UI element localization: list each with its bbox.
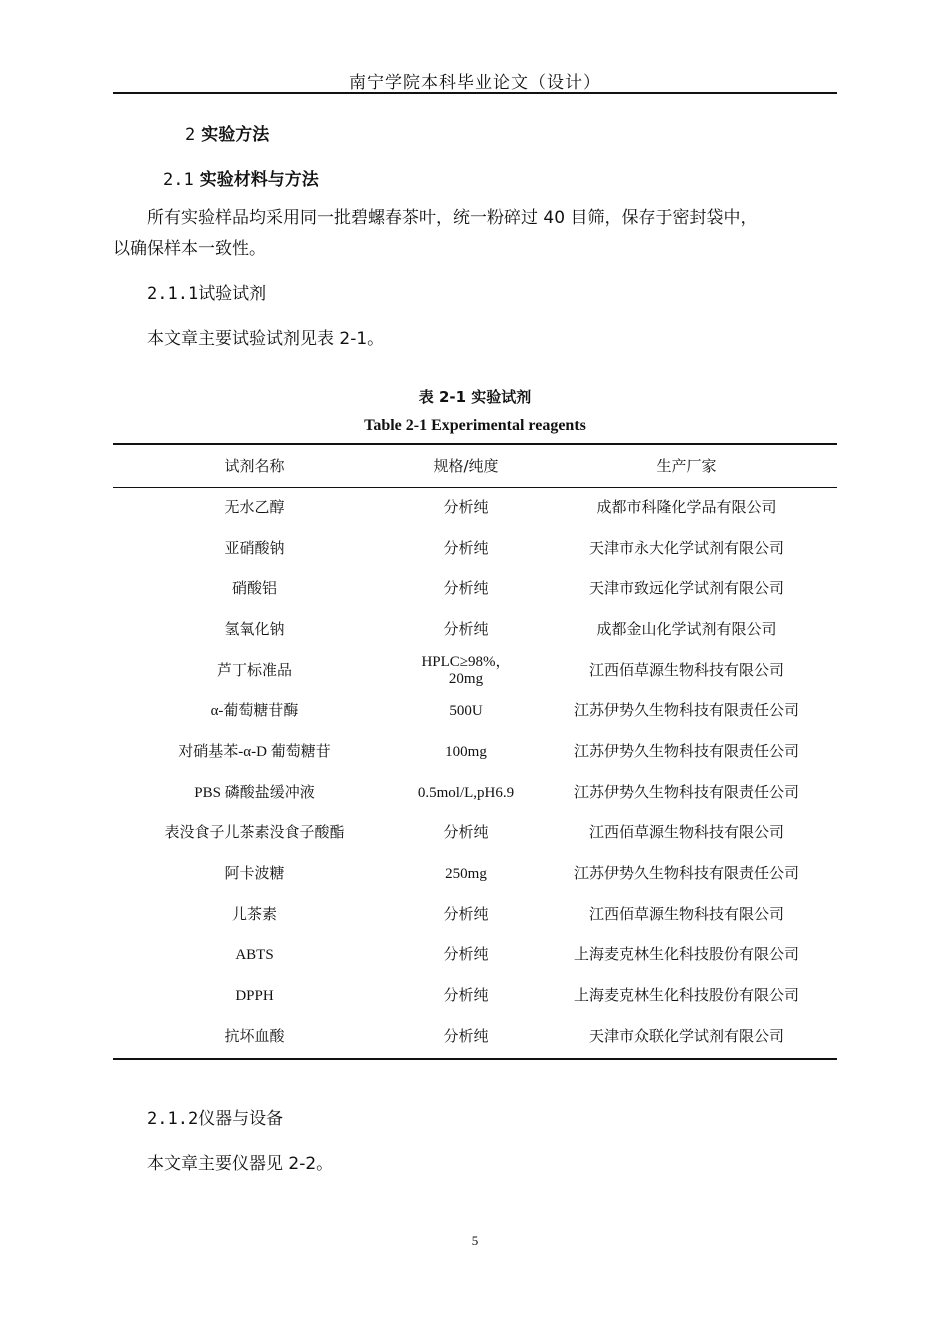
- table-cell: [113, 976, 396, 1017]
- table-row: [113, 976, 837, 1017]
- table-row: [113, 814, 837, 855]
- table-cell-text: 天津市永大化学试剂有限公司: [588, 540, 784, 557]
- table-row: [113, 610, 837, 651]
- table-cell: [536, 569, 837, 610]
- table-cell-text: 250mg: [445, 866, 487, 883]
- table-cell: [113, 936, 396, 977]
- table-cell: [536, 854, 837, 895]
- page-number: 5: [471, 1233, 479, 1248]
- table-cell: [113, 773, 396, 814]
- table-cell: [536, 691, 837, 732]
- column-header: 生产厂家: [536, 444, 837, 488]
- subsubsection-heading: [147, 279, 266, 310]
- table-cell: [396, 651, 536, 692]
- table-row: [113, 1017, 837, 1059]
- table-cell-text: 江苏伊势久生物科技有限责任公司: [573, 703, 799, 720]
- table-cell-text: 上海麦克林生化科技股份有限公司: [573, 947, 799, 964]
- table-cell: [396, 569, 536, 610]
- table-cell-text: 分析纯: [443, 621, 489, 638]
- table-cell: [113, 895, 396, 936]
- table-cell-text: 天津市致远化学试剂有限公司: [588, 581, 784, 598]
- table-cell-text: 抗坏血酸: [224, 1028, 285, 1045]
- table-row: [113, 691, 837, 732]
- table-cell-text: 100mg: [445, 743, 487, 760]
- table-cell-text: 分析纯: [443, 1028, 489, 1045]
- table-cell-text: 0.5mol/L,pH6.9: [417, 784, 515, 801]
- table-cell-text: 500U: [449, 703, 483, 720]
- section-heading: [185, 120, 269, 145]
- table-cell: [536, 610, 837, 651]
- table-cell: [536, 814, 837, 855]
- table-cell: [396, 1017, 536, 1059]
- table-cell-text: α-葡萄糖苷酶: [210, 703, 299, 720]
- subsubsection-heading: [147, 1104, 283, 1135]
- table-cell-text: 分析纯: [443, 499, 489, 516]
- table-cell-text: 分析纯: [443, 581, 489, 598]
- table-cell: [396, 936, 536, 977]
- subsection-title: 实验材料与方法: [199, 170, 319, 190]
- table-cell: [536, 895, 837, 936]
- table-cell-text: 硝酸铝: [231, 581, 277, 598]
- table-cell-text: 江苏伊势久生物科技有限责任公司: [573, 743, 799, 760]
- table-cell-text: 分析纯: [443, 988, 489, 1005]
- subsection-number: 2.1: [163, 170, 194, 190]
- table-cell-text: 江西佰草源生物科技有限公司: [588, 906, 784, 923]
- table-cell: [536, 976, 837, 1017]
- table-cell: [113, 651, 396, 692]
- subsubsection-number: 2.1.2: [147, 1109, 199, 1129]
- table-row: [113, 895, 837, 936]
- table-cell: [536, 773, 837, 814]
- table-row: [113, 936, 837, 977]
- paragraph: 本文章主要仪器见 2-2。: [147, 1154, 334, 1174]
- table-row: [113, 773, 837, 814]
- table-cell: [113, 814, 396, 855]
- table-header-row: [113, 444, 837, 488]
- subsubsection-title: 仪器与设备: [198, 1109, 284, 1129]
- table-cell-text: 江苏伊势久生物科技有限责任公司: [573, 866, 799, 883]
- table-cell-text: 对硝基苯-α-D 葡萄糖苷: [178, 743, 331, 760]
- table-cell-text: 江西佰草源生物科技有限公司: [588, 825, 784, 842]
- table-cell-text: 分析纯: [443, 540, 489, 557]
- table-row: [113, 529, 837, 570]
- table-cell: [113, 488, 396, 529]
- table-cell-text: PBS 磷酸盐缓冲液: [194, 784, 315, 801]
- table-cell: [396, 814, 536, 855]
- table-cell-text: 成都金山化学试剂有限公司: [596, 621, 777, 638]
- column-header: 试剂名称: [113, 444, 396, 488]
- table-cell: [113, 691, 396, 732]
- table-caption-cn: 表 2-1 实验试剂: [418, 388, 532, 406]
- table-cell: [536, 488, 837, 529]
- section-title: 实验方法: [201, 125, 270, 145]
- table-cell-text: 成都市科隆化学品有限公司: [596, 499, 777, 516]
- table-cell-text: 芦丁标准品: [216, 662, 292, 679]
- table-row: [113, 569, 837, 610]
- table-cell: [396, 976, 536, 1017]
- table-row: [113, 651, 837, 692]
- table-cell-text: 天津市众联化学试剂有限公司: [588, 1028, 784, 1045]
- table-cell: [536, 732, 837, 773]
- table-cell: [113, 854, 396, 895]
- table-cell-text: DPPH: [235, 988, 274, 1005]
- table-cell: [113, 610, 396, 651]
- table-row: [113, 488, 837, 529]
- page-header-title: 南宁学院本科毕业论文（设计）: [349, 73, 601, 93]
- table-cell: [396, 854, 536, 895]
- table-cell: [536, 936, 837, 977]
- table-cell: [536, 651, 837, 692]
- table-cell-text: 亚硝酸钠: [224, 540, 285, 557]
- column-header: 规格/纯度: [396, 444, 536, 488]
- paragraph: 本文章主要试验试剂见表 2-1。: [147, 329, 385, 349]
- table-cell-text: HPLC≥98%，20mg: [421, 654, 511, 688]
- table-cell: [536, 529, 837, 570]
- table-caption-en: Table 2-1 Experimental reagents: [364, 417, 586, 434]
- table-cell: [113, 732, 396, 773]
- table-cell-text: 儿茶素: [231, 906, 277, 923]
- table-cell-text: 表没食子儿茶素没食子酸酯: [164, 825, 345, 842]
- table-cell-text: 分析纯: [443, 906, 489, 923]
- table-cell: [396, 895, 536, 936]
- table-cell: [396, 732, 536, 773]
- table-cell: [396, 610, 536, 651]
- table-cell-text: 江西佰草源生物科技有限公司: [588, 662, 784, 679]
- table-row: [113, 732, 837, 773]
- section-number: 2: [185, 125, 196, 145]
- table-cell: [396, 773, 536, 814]
- table-cell: [113, 1017, 396, 1059]
- table-cell-text: 分析纯: [443, 825, 489, 842]
- header-divider: [113, 92, 837, 94]
- paragraph-line: 所有实验样品均采用同一批碧螺春茶叶，统一粉碎过 40 目筛，保存于密封袋中，: [147, 208, 758, 228]
- subsubsection-number: 2.1.1: [147, 284, 199, 304]
- table-cell-text: 阿卡波糖: [224, 866, 285, 883]
- table-cell: [113, 569, 396, 610]
- table-cell-text: 分析纯: [443, 947, 489, 964]
- table-cell-text: 上海麦克林生化科技股份有限公司: [573, 988, 799, 1005]
- paragraph-line: 以确保样本一致性。: [113, 239, 266, 259]
- table-cell-text: 江苏伊势久生物科技有限责任公司: [573, 784, 799, 801]
- subsubsection-title: 试验试剂: [198, 284, 267, 304]
- reagents-table: [113, 443, 837, 1060]
- table-cell: [396, 529, 536, 570]
- table-cell-text: 无水乙醇: [224, 499, 285, 516]
- subsection-heading: [163, 165, 319, 190]
- table-cell-text: 氢氧化钠: [224, 621, 285, 638]
- table-row: [113, 854, 837, 895]
- table-cell-text: ABTS: [235, 947, 274, 964]
- table-cell: [536, 1017, 837, 1059]
- table-cell: [113, 529, 396, 570]
- table-cell: [396, 691, 536, 732]
- table-cell: [396, 488, 536, 529]
